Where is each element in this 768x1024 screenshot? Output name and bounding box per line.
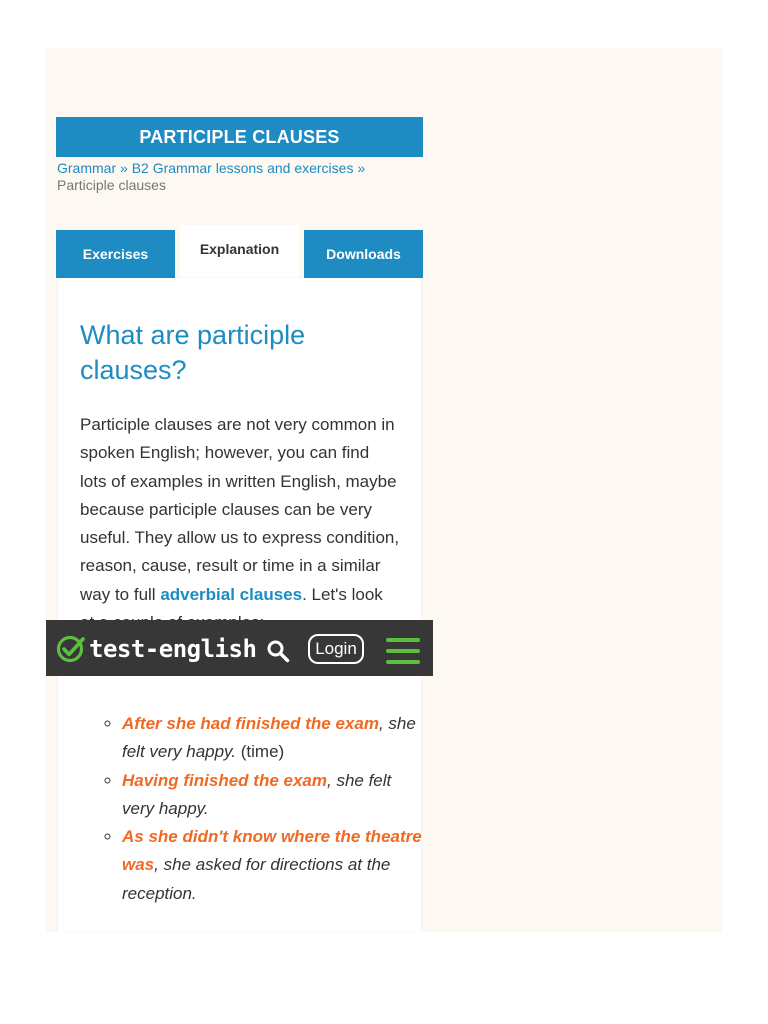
- list-item: [122, 823, 422, 908]
- intro-paragraph: [80, 411, 400, 637]
- example-text: , she asked for directions at the reception.: [122, 855, 391, 903]
- breadcrumb-link-grammar[interactable]: Grammar: [57, 160, 117, 176]
- example-highlight: Having finished the exam: [122, 770, 327, 790]
- examples-list: [100, 710, 422, 908]
- tab-explanation-label: Explanation: [199, 241, 280, 257]
- intro-paragraph-text: Participle clauses are not very common in spoken English; however, you can find lots of examples in written English, maybe because participle clauses can be very useful. They allow us to express condition, reason, cause, result or time in a similar way to full: [80, 415, 400, 604]
- tab-exercises-label: Exercises: [82, 246, 149, 262]
- tab-explanation[interactable]: [180, 225, 299, 278]
- example-highlight: As she didn't know where the theatre was: [122, 827, 422, 875]
- breadcrumb-link-b2-grammar[interactable]: B2 Grammar lessons and exercises: [131, 160, 354, 176]
- login-button[interactable]: [308, 634, 364, 664]
- list-item: [122, 710, 422, 767]
- tab-downloads[interactable]: [304, 230, 423, 278]
- hamburger-menu-icon[interactable]: [386, 638, 420, 664]
- breadcrumb-separator: »: [357, 160, 366, 176]
- example-highlight: After she had finished the exam: [122, 714, 379, 733]
- search-icon: [266, 639, 290, 663]
- logo-text: test-english: [89, 635, 257, 663]
- list-item: [122, 767, 422, 824]
- breadcrumb: [57, 160, 423, 194]
- example-note: (time): [236, 742, 285, 762]
- adverbial-clauses-link[interactable]: adverbial clauses: [160, 584, 303, 604]
- breadcrumb-separator: »: [120, 160, 128, 176]
- example-text: , she felt very happy.: [122, 770, 392, 818]
- section-heading: What are participle clauses?: [80, 320, 306, 385]
- page-title-text: PARTICIPLE CLAUSES: [139, 126, 340, 147]
- page-title: [56, 117, 423, 157]
- intro-paragraph-end: . Let's look: [302, 584, 383, 604]
- search-button[interactable]: [266, 639, 290, 663]
- breadcrumb-current: Participle clauses: [57, 177, 166, 193]
- site-logo[interactable]: [56, 634, 256, 664]
- check-logo-icon: [56, 634, 86, 664]
- tab-downloads-label: Downloads: [326, 246, 401, 262]
- login-button-label: Login: [315, 639, 357, 658]
- tab-exercises[interactable]: [56, 230, 175, 278]
- top-navbar: [46, 620, 433, 676]
- example-text: , she felt very happy.: [122, 714, 416, 762]
